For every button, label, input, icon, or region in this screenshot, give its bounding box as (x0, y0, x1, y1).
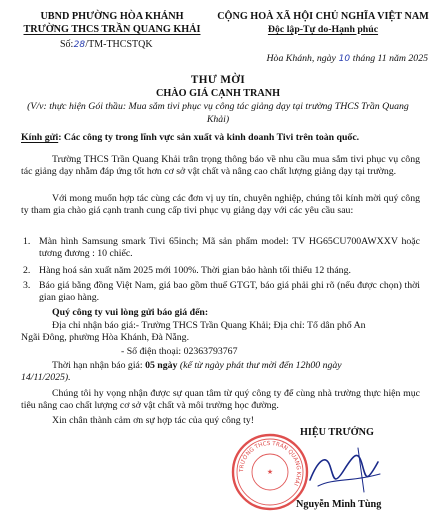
org-line-1: UBND PHƯỜNG HÒA KHÁNH (40, 11, 184, 22)
org-line-2: TRƯỜNG THCS TRẦN QUANG KHẢI (23, 23, 201, 35)
document-subject: (V/v: thực hiện Gói thầu: Mua sắm tivi phục vụ công tác giảng dạy tại trường THCS Trần Quang Khải) (27, 101, 409, 125)
greeting-label: Kính gửi (21, 132, 59, 143)
thanks-line: Xin chân thành cảm ơn sự hợp tác của quý công ty! (52, 415, 255, 426)
address-block (21, 320, 420, 345)
requirement-item (23, 280, 420, 305)
doc-no-suffix: /TM-THCSTQK (85, 39, 153, 50)
greeting (21, 132, 420, 144)
requirement-number: 1. (23, 236, 31, 247)
nation-line-1: CỘNG HOÀ XÃ HỘI CHỦ NGHĨA VIỆT NAM (217, 11, 429, 22)
closing-paragraph: Chúng tôi hy vọng nhận được sự quan tâm từ quý công ty để cùng nhà trường thực hiện mục tiêu nâng cao chất lượng cơ sở vật chất và môi trường học đường. (21, 388, 420, 412)
national-motto (214, 11, 432, 36)
issuing-organization (14, 11, 210, 36)
requirement-number: 3. (23, 280, 31, 291)
address-heading: Quý công ty vui lòng gửi báo giá đến: (52, 307, 209, 318)
requirement-item (23, 265, 420, 277)
requirement-text: Màn hình Samsung smark Tivi 65inch; Mã sản phẩm model: TV HG65CU700AWXXV hoặc tương đương : 10 chiếc. (39, 236, 420, 260)
handwritten-signature (300, 440, 390, 498)
requirement-item (23, 236, 420, 261)
document-title: THƯ MỜI (190, 74, 246, 86)
requirement-text: Báo giá bằng đồng Việt Nam, giá bao gồm thuế GTGT, báo giá phải ghi rõ (nếu được chọn) thời gian giao hàng. (39, 280, 420, 304)
deadline-block (21, 360, 420, 385)
date-prefix: Hòa Khánh, ngày (266, 53, 336, 64)
doc-no-prefix: Số: (60, 39, 74, 50)
invitation-paragraph: Với mong muốn hợp tác cùng các đơn vị uy tín, chuyên nghiệp, chúng tôi kính mời quý công ty tham gia chào giá cạnh tranh cung cấp tivi phục vụ giảng dạy với các yêu cầu sau: (21, 193, 420, 217)
deadline-note: (kể từ ngày phát thư mời đến 12h00 ngày (179, 360, 342, 371)
deadline-prefix: Thời hạn nhận báo giá: (52, 360, 143, 371)
address-line: Địa chỉ nhận báo giá:- Trường THCS Trần Quang Khải; Địa chỉ: Tổ dân phố An (52, 320, 366, 331)
stamp-text: TRƯỜNG THCS TRẦN QUANG KHẢI (238, 440, 302, 487)
phone-number: - Số điện thoại: 02363793767 (121, 346, 238, 357)
requirement-number: 2. (23, 265, 31, 276)
date-handwritten-day: 10 (338, 54, 351, 64)
nation-line-2: Độc lập-Tự do-Hạnh phúc (267, 23, 379, 35)
date-suffix: tháng 11 năm 2025 (352, 53, 428, 64)
svg-text:★: ★ (266, 468, 274, 476)
issue-date (266, 53, 428, 64)
greeting-recipients: : Các công ty trong lĩnh vực sản xuất và kinh doanh Tivi trên toàn quốc. (58, 132, 360, 143)
document-subtitle: CHÀO GIÁ CẠNH TRANH (155, 88, 281, 99)
document-number (60, 39, 153, 50)
deadline-days: 05 ngày (145, 360, 178, 371)
intro-paragraph: Trường THCS Trần Quang Khải trân trọng thông báo về nhu cầu mua sắm tivi phục vụ công tác giảng dạy nhằm đáp ứng tốt hơn cơ sở vật chất và nâng cao chất lượng giảng dạy tại trường. (21, 154, 420, 178)
deadline-note-continued: 14/11/2025). (21, 372, 71, 384)
signer-title: HIỆU TRƯỞNG (300, 427, 374, 438)
signer-name: Nguyễn Minh Tùng (296, 499, 382, 510)
requirement-text: Hàng hoá sản xuất năm 2025 mới 100%. Thời gian bảo hành tối thiểu 12 tháng. (39, 265, 351, 276)
address-line-continued: Ngãi Đông, phường Hòa Khánh, Đà Nẵng. (21, 332, 190, 344)
doc-no-handwritten: 28 (73, 40, 86, 50)
